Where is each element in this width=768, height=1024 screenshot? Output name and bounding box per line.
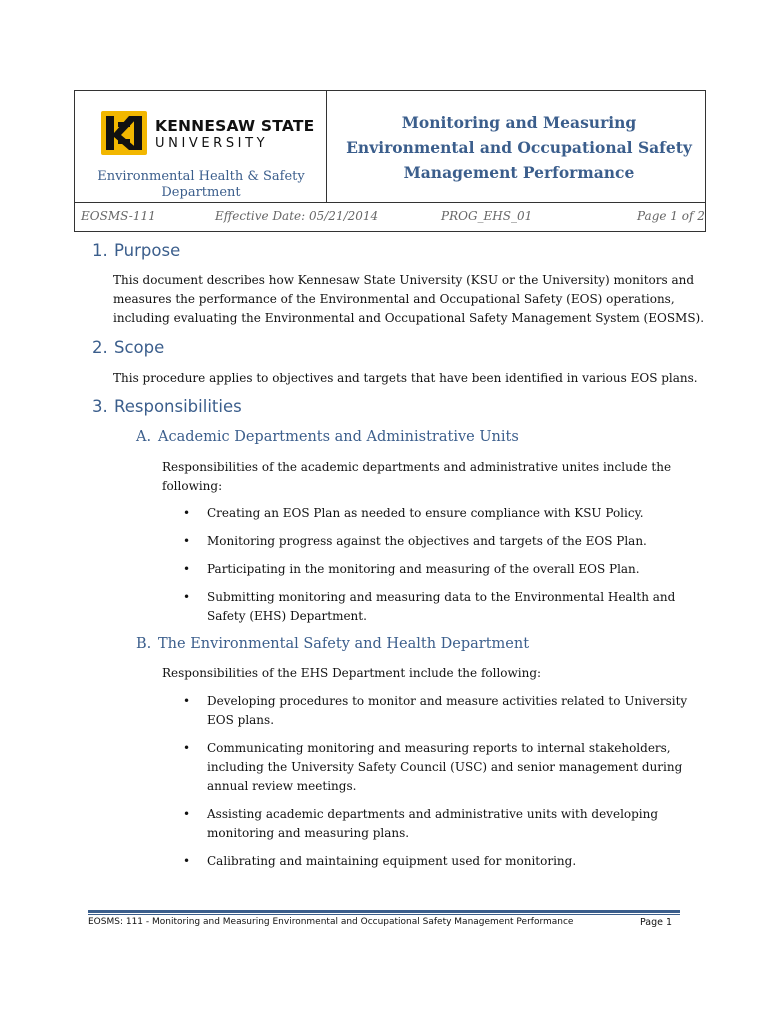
list-item	[183, 560, 703, 579]
section-heading-responsibilities	[92, 397, 242, 416]
bullet-icon: •	[183, 741, 191, 755]
purpose-paragraph: This document describes how Kennesaw State University (KSU or the University) monitors and measures the performance of the Environmental and Occupational Safety (EOS) operations, including evaluating the Environmental and Occupational Safety Management System (EOSMS).	[113, 273, 705, 325]
doc-id: EOSMS-111	[81, 209, 156, 223]
bullet-icon: •	[183, 534, 191, 548]
section-title: Purpose	[114, 241, 181, 260]
list-item-text: Monitoring progress against the objectives and targets of the EOS Plan.	[207, 534, 647, 548]
subsection-letter: B.	[136, 636, 152, 652]
list-item	[183, 588, 703, 626]
subsection-heading-b	[136, 636, 529, 652]
subsection-heading-a	[136, 429, 519, 445]
header-title-cell	[327, 91, 705, 202]
list-item	[183, 692, 703, 730]
list-item	[183, 805, 703, 843]
document-title: Monitoring and Measuring Environmental and Occupational Safety Management Performance	[346, 113, 692, 182]
header-meta-row	[75, 202, 705, 231]
list-item	[183, 504, 703, 523]
effective-date: Effective Date: 05/21/2014	[215, 209, 379, 223]
program-code: PROG_EHS_01	[441, 209, 533, 223]
bullet-icon: •	[183, 854, 191, 868]
section-number: 1.	[92, 241, 108, 260]
footer-page-number: Page 1	[640, 917, 673, 928]
header-logo-cell	[75, 91, 327, 202]
logo-wordmark-line1: KENNESAW STATE	[155, 117, 315, 135]
list-item-text: Developing procedures to monitor and measure activities related to University EOS plans.	[207, 694, 688, 727]
list-item-text: Creating an EOS Plan as needed to ensure compliance with KSU Policy.	[207, 506, 644, 520]
footer-divider	[88, 910, 680, 913]
section-title: Responsibilities	[114, 397, 242, 416]
section-heading-scope	[92, 338, 164, 357]
list-item-text: Calibrating and maintaining equipment used for monitoring.	[207, 854, 577, 868]
subsection-title: The Environmental Safety and Health Department	[158, 636, 530, 652]
department-name: Environmental Health & Safety Department	[97, 169, 305, 200]
section-number: 2.	[92, 338, 108, 357]
list-item-text: Participating in the monitoring and measuring of the overall EOS Plan.	[207, 562, 640, 576]
list-item-text: Submitting monitoring and measuring data to the Environmental Health and Safety (EHS) Department.	[207, 590, 676, 623]
list-item	[183, 739, 703, 796]
document-header-table	[74, 90, 706, 232]
bullet-icon: •	[183, 590, 191, 604]
list-item	[183, 532, 703, 551]
ksu-logo-icon	[99, 108, 149, 158]
section-heading-purpose	[92, 241, 180, 260]
subsection-letter: A.	[136, 429, 152, 445]
page-of: Page 1 of 2	[637, 209, 705, 223]
section-number: 3.	[92, 397, 108, 416]
logo-wordmark-line2: UNIVERSITY	[155, 136, 269, 151]
section-title: Scope	[114, 338, 165, 357]
subsection-b-intro: Responsibilities of the EHS Department include the following:	[162, 666, 542, 680]
scope-paragraph: This procedure applies to objectives and targets that have been identified in various EOS plans.	[113, 371, 698, 385]
list-item-text: Communicating monitoring and measuring reports to internal stakeholders, including the University Safety Council (USC) and senior management during annual review meetings.	[207, 741, 683, 793]
footer-document-title: EOSMS: 111 - Monitoring and Measuring Environmental and Occupational Safety Management Performance	[88, 917, 574, 927]
bullet-icon: •	[183, 807, 191, 821]
footer-divider-thin	[88, 914, 680, 915]
bullet-icon: •	[183, 562, 191, 576]
bullet-icon: •	[183, 694, 191, 708]
list-item-text: Assisting academic departments and administrative units with developing monitoring and measuring plans.	[207, 807, 659, 840]
bullet-icon: •	[183, 506, 191, 520]
subsection-title: Academic Departments and Administrative Units	[158, 429, 519, 445]
subsection-a-intro: Responsibilities of the academic departments and administrative unites include the following:	[162, 460, 672, 493]
list-item	[183, 852, 703, 871]
